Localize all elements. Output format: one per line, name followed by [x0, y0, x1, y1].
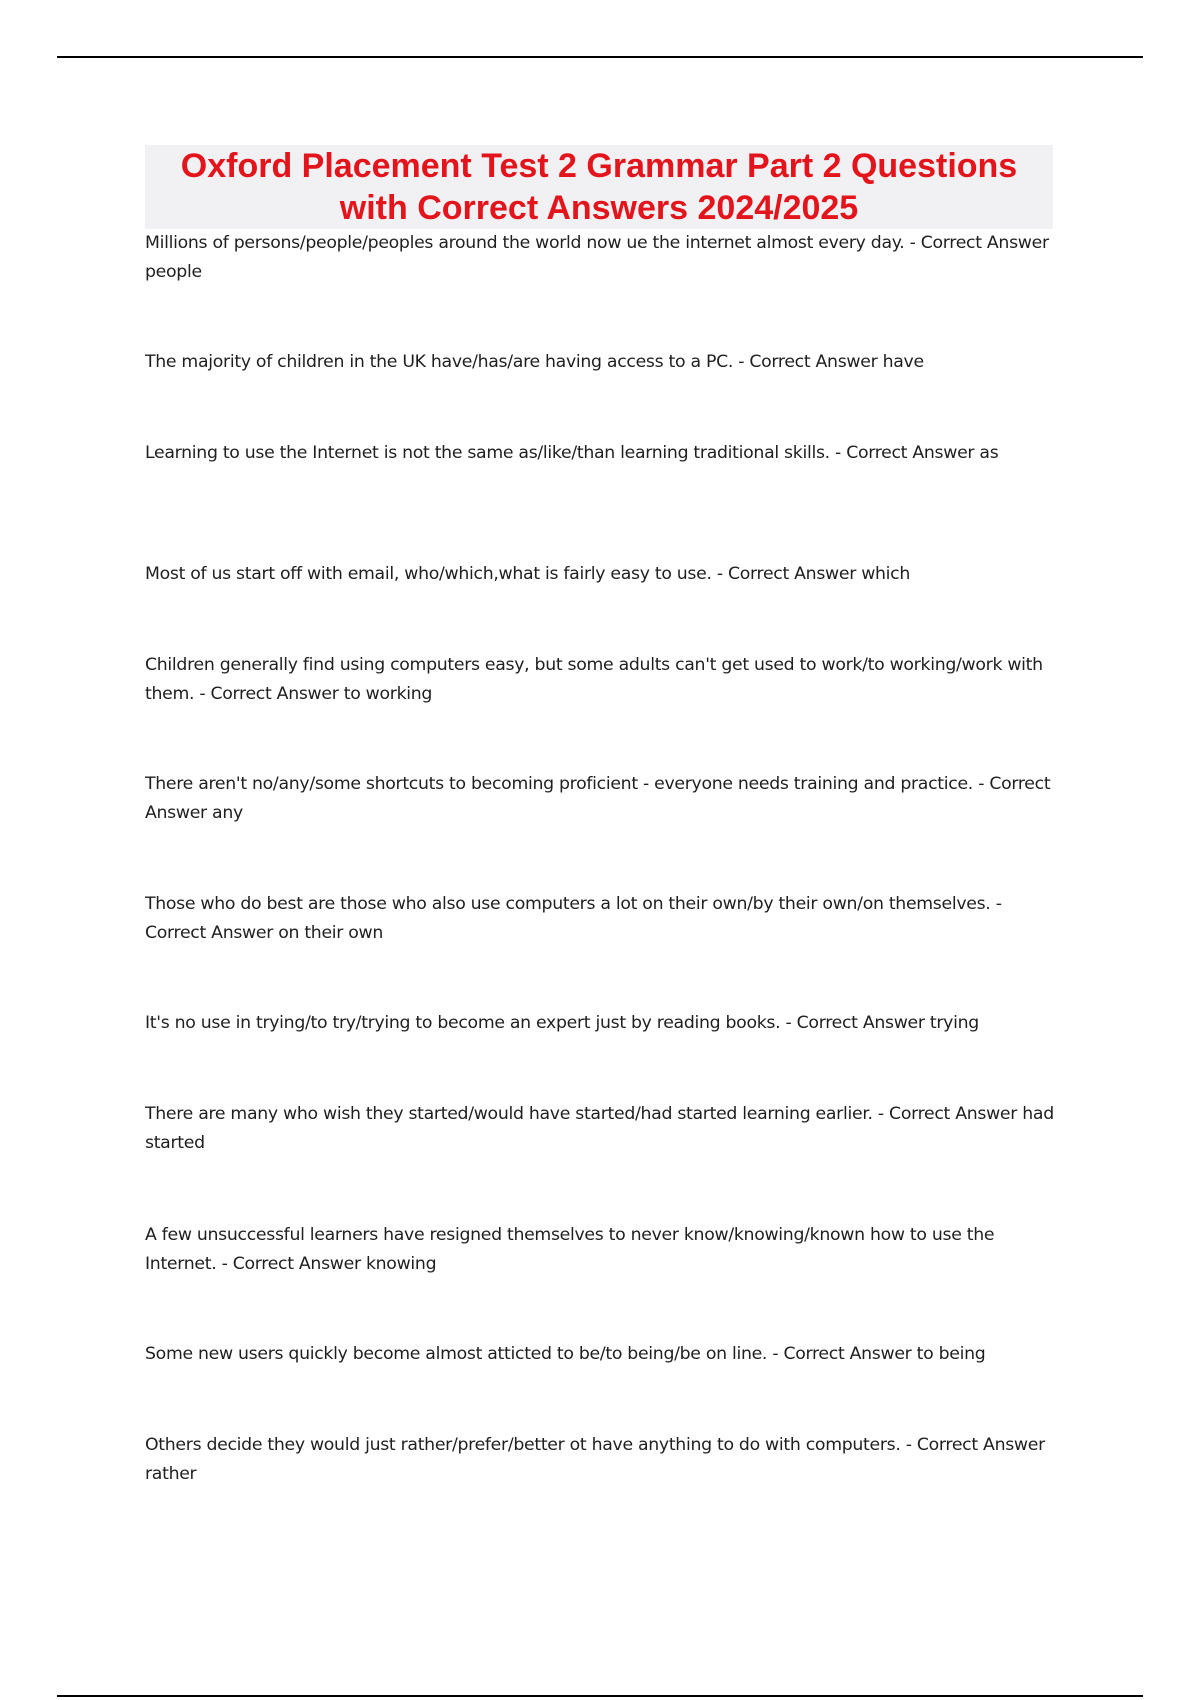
- question-item: Those who do best are those who also use computers a lot on their own/by their own/on themselves. - Correct Answer on their own: [145, 894, 1002, 943]
- question-item: Children generally find using computers easy, but some adults can't get used to work/to working/work with them. - Correct Answer to working: [145, 655, 1043, 704]
- top-rule: [57, 56, 1143, 58]
- question-item: The majority of children in the UK have/has/are having access to a PC. - Correct Answer have: [145, 352, 924, 372]
- question-item: Millions of persons/people/peoples around the world now ue the internet almost every day. - Correct Answer people: [145, 233, 1049, 282]
- question-item: Some new users quickly become almost atticted to be/to being/be on line. - Correct Answer to being: [145, 1344, 986, 1364]
- document-title: Oxford Placement Test 2 Grammar Part 2 Questions with Correct Answers 2024/2025: [180, 147, 1018, 227]
- question-item: Learning to use the Internet is not the same as/like/than learning traditional skills. - Correct Answer as: [145, 443, 999, 463]
- question-item: A few unsuccessful learners have resigned themselves to never know/knowing/known how to use the Internet. - Correct Answer knowing: [145, 1225, 995, 1274]
- question-item: Others decide they would just rather/prefer/better ot have anything to do with computers. - Correct Answer rather: [145, 1435, 1045, 1484]
- title-banner: [145, 145, 1053, 229]
- question-item: There aren't no/any/some shortcuts to becoming proficient - everyone needs training and practice. - Correct Answer any: [145, 774, 1051, 823]
- bottom-rule: [57, 1695, 1143, 1697]
- question-item: It's no use in trying/to try/trying to become an expert just by reading books. - Correct Answer trying: [145, 1013, 979, 1033]
- question-item: There are many who wish they started/would have started/had started learning earlier. - Correct Answer had started: [145, 1104, 1054, 1153]
- question-list: [145, 229, 1055, 1491]
- question-item: Most of us start off with email, who/which,what is fairly easy to use. - Correct Answer which: [145, 564, 911, 584]
